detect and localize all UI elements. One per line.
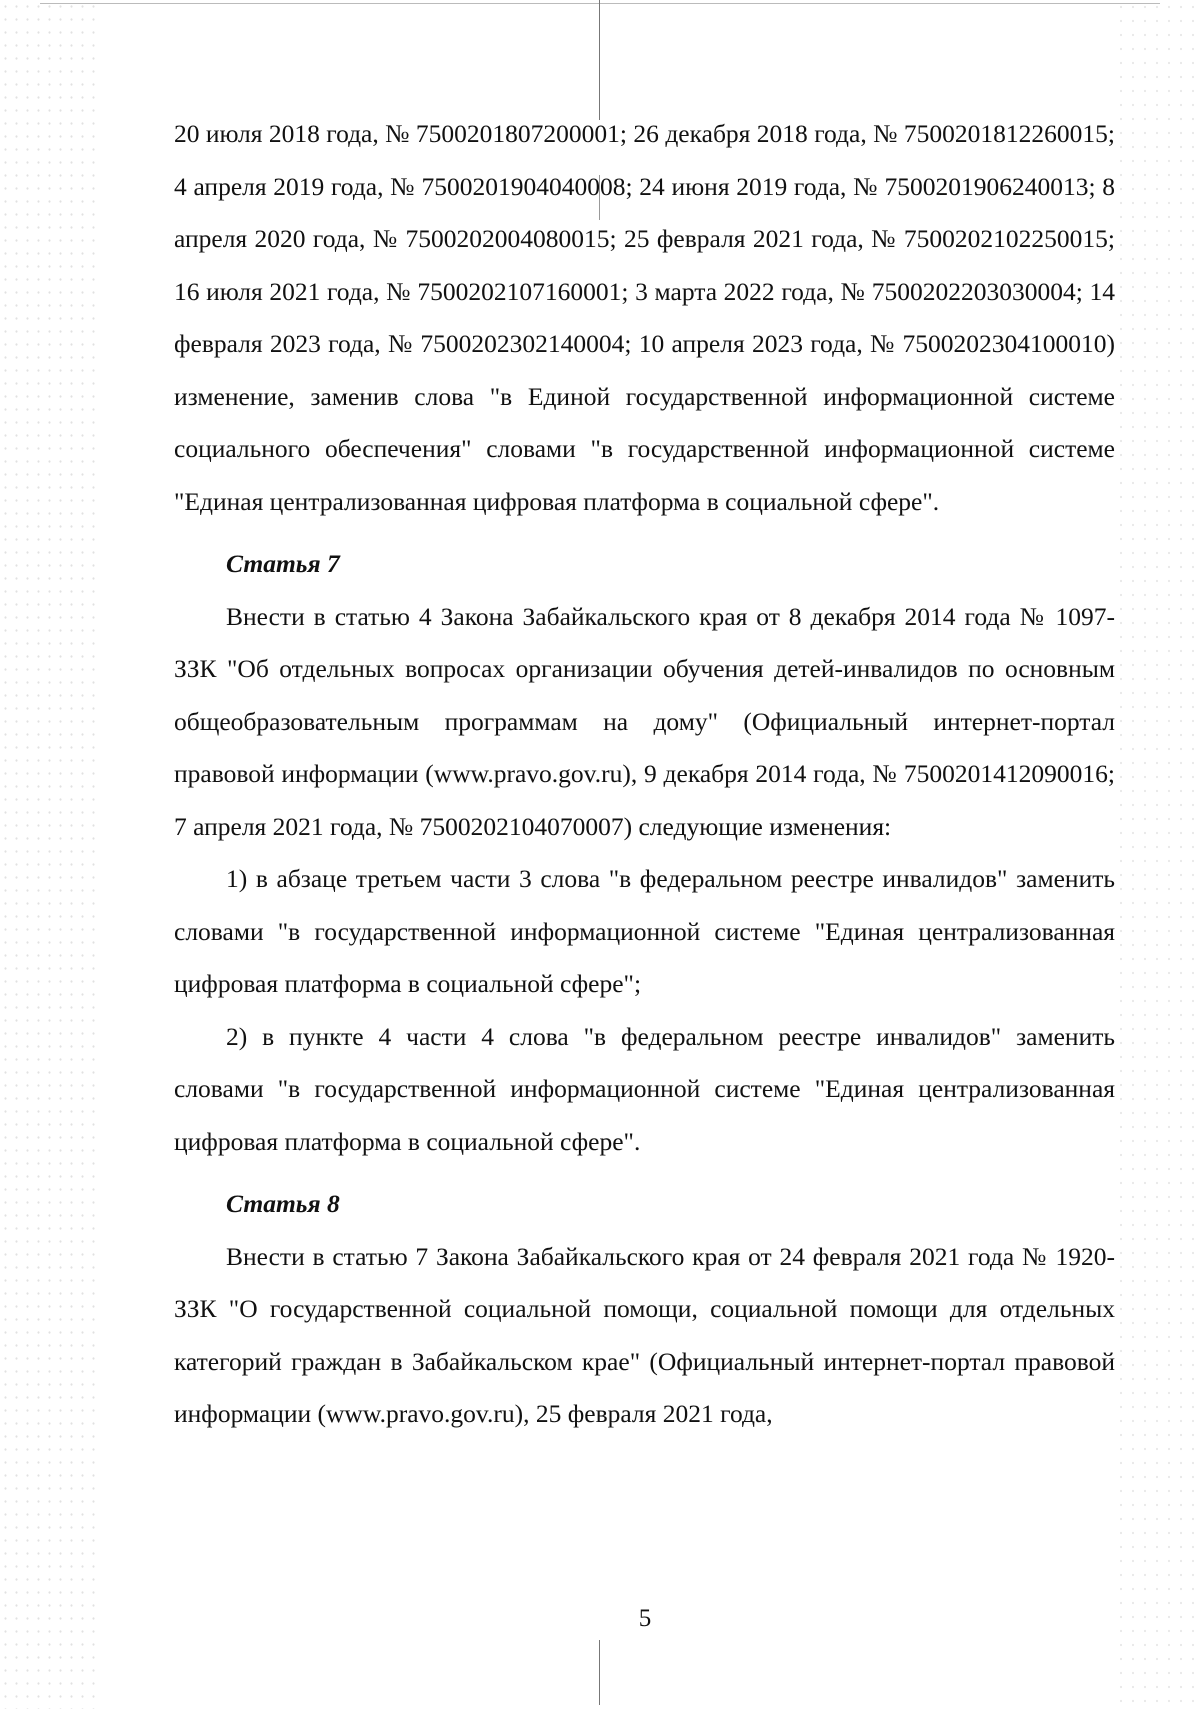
scan-noise-left [0, 0, 95, 1709]
article-8-intro: Внести в статью 7 Закона Забайкальского края от 24 февраля 2021 года № 1920-ЗЗК "О государственной социальной помощи, социальной помощи для отдельных категорий граждан в Забайкальском крае" (Официальный интернет-портал правовой информации (www.pravo.gov.ru), 25 февраля 2021 года, [174, 1241, 1115, 1428]
continuation-paragraph: 20 июля 2018 года, № 7500201807200001; 26 декабря 2018 года, № 7500201812260015; 4 апреля 2019 года, № 7500201904040008; 24 июня 2019 года, № 7500201906240013; 8 апреля 2020 года, № 7500202004080015; 25 февраля 2021 года, № 7500202102250015; 16 июля 2021 года, № 7500202107160001; 3 марта 2022 года, № 7500202203030004; 14 февраля 2023 года, № 7500202302140004; 10 апреля 2023 года, № 7500202304100010) изменение, заменив слова "в Единой государственной информационной системе социального обеспечения" словами "в государственной информационной системе "Единая централизованная цифровая платформа в социальной сфере". [174, 119, 1115, 516]
article-7-item-2: 2) в пункте 4 части 4 слова "в федеральном реестре инвалидов" заменить словами "в государственной информационной системе "Единая централизованная цифровая платформа в социальной сфере". [174, 1021, 1115, 1156]
article-7-item-1: 1) в абзаце третьем части 3 слова "в федеральном реестре инвалидов" заменить словами "в государственной информационной системе "Единая централизованная цифровая платформа в социальной сфере"; [174, 864, 1115, 998]
scan-noise-right [1115, 0, 1200, 1709]
article-8-heading: Статья 8 [226, 1189, 340, 1218]
article-7-heading: Статья 7 [226, 549, 340, 578]
article-7-intro: Внести в статью 4 Закона Забайкальского края от 8 декабря 2014 года № 1097-ЗЗК "Об отдельных вопросах организации обучения детей-инвалидов по основным общеобразовательным программам на дому" (Официальный интернет-портал правовой информации (www.pravo.gov.ru), 9 декабря 2014 года, № 7500201412090016; 7 апреля 2021 года, № 7500202104070007) следующие изменения: [174, 601, 1115, 841]
fold-line-bottom [599, 1640, 600, 1705]
fold-line-top [599, 0, 600, 120]
page-top-edge [40, 3, 1160, 4]
page-number: 5 [638, 1605, 652, 1632]
document-body [174, 108, 1115, 1441]
